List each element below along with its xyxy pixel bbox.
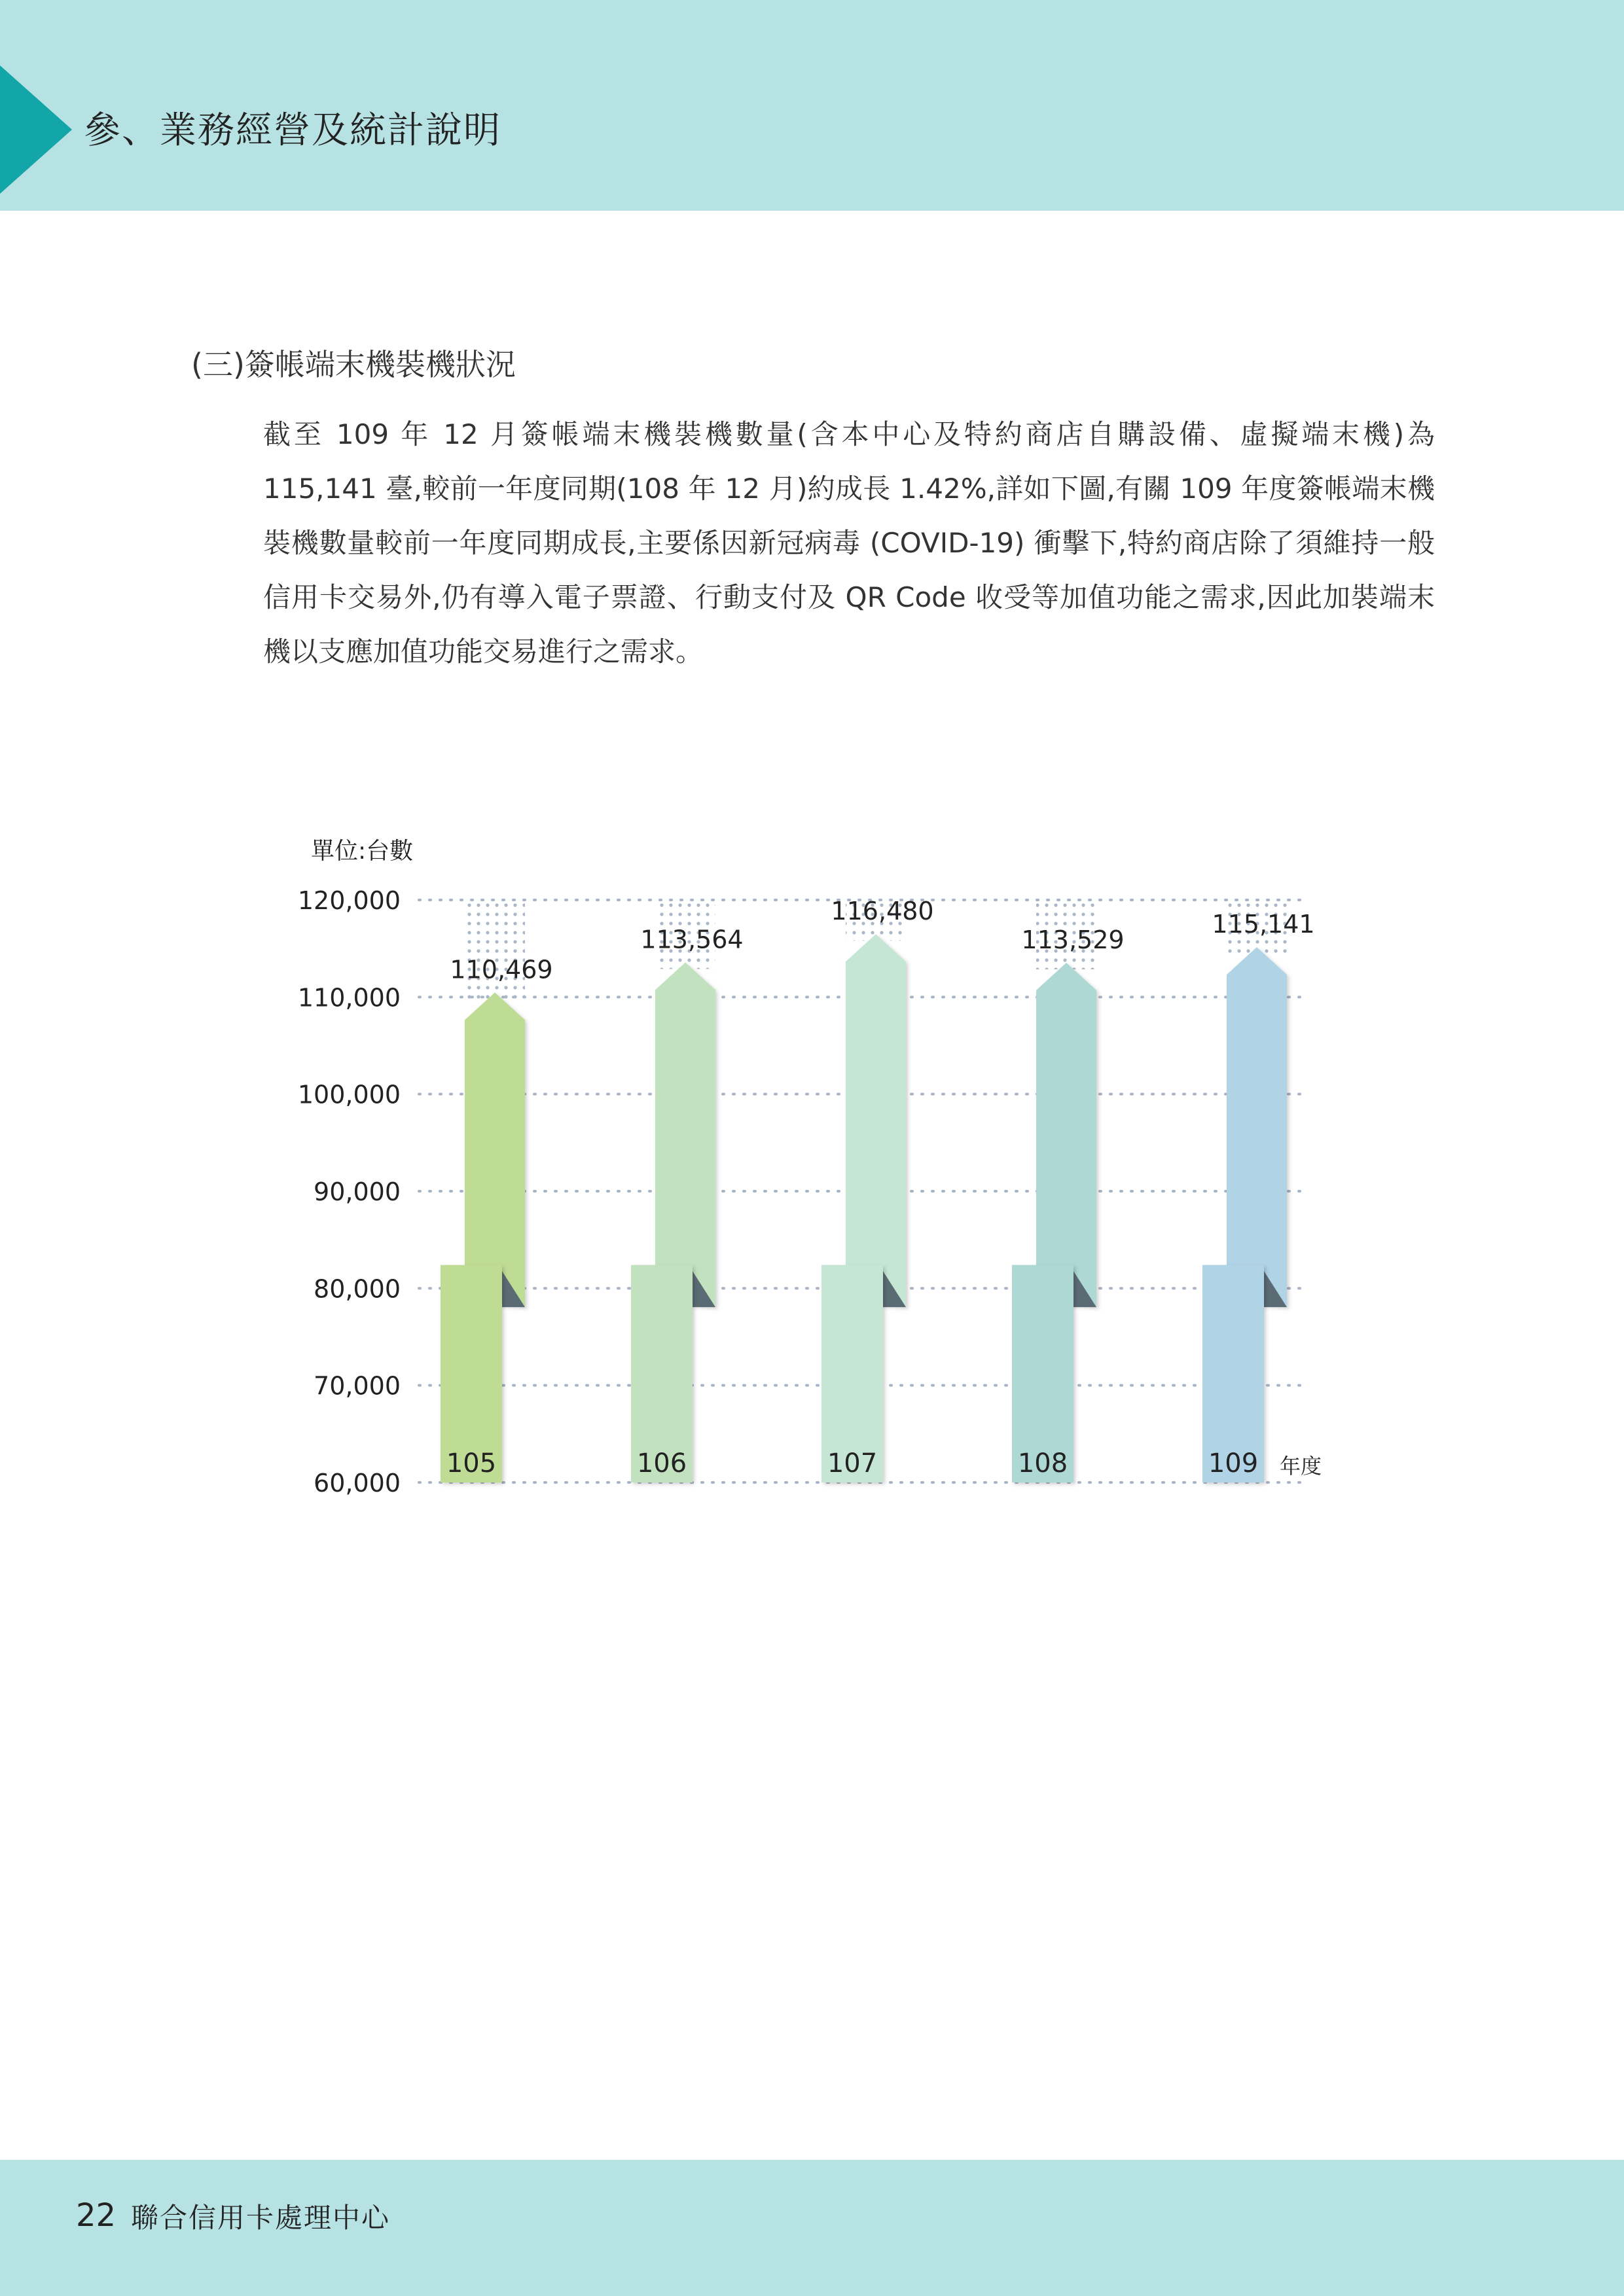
terminal-count-chart [281, 818, 1368, 1505]
y-tick-label: 80,000 [314, 1274, 401, 1304]
value-label: 115,141 [1212, 910, 1315, 939]
chart-svg [281, 818, 1368, 1505]
bar-upper-106 [655, 962, 715, 1307]
y-tick-label: 100,000 [297, 1080, 401, 1109]
value-label: 110,469 [450, 955, 553, 984]
value-label: 113,529 [1021, 925, 1125, 954]
y-unit-label: 單位:台數 [311, 838, 414, 865]
x-category-label: 109 [1208, 1448, 1259, 1479]
y-tick-label: 90,000 [314, 1177, 401, 1206]
x-category-label: 106 [636, 1448, 687, 1479]
y-tick-label: 120,000 [297, 886, 401, 915]
header-arrow-icon [0, 65, 72, 194]
x-category-label: 105 [446, 1448, 497, 1479]
bar-upper-109 [1227, 947, 1287, 1307]
bar-dot-column [465, 900, 525, 999]
page-number: 22 [76, 2197, 117, 2234]
value-label: 116,480 [831, 897, 934, 926]
section-heading: (三)簽帳端末機裝機狀況 [191, 347, 516, 382]
value-label: 113,564 [640, 925, 744, 954]
x-category-label: 108 [1017, 1448, 1068, 1479]
bar-upper-107 [846, 934, 906, 1307]
bar-upper-108 [1036, 963, 1096, 1307]
y-tick-label: 60,000 [314, 1469, 401, 1498]
body-paragraph [263, 407, 1435, 679]
y-tick-label: 70,000 [314, 1371, 401, 1401]
bar-upper-105 [465, 992, 525, 1307]
y-tick-label: 110,000 [297, 983, 401, 1013]
x-unit-label: 年度 [1280, 1454, 1322, 1479]
page-section-title: 參、業務經營及統計說明 [84, 109, 501, 152]
x-category-label: 107 [827, 1448, 878, 1479]
body-paragraph-text: 截至 109 年 12 月簽帳端末機裝機數量(含本中心及特約商店自購設備、虛擬端末機)為 115,141 臺,較前一年度同期(108 年 12 月)約成長 1.42%,詳如下圖,有關 109 年度簽帳端末機裝機數量較前一年度同期成長,主要係因新冠病毒 (COVID-19) 衝擊下,特約商店除了須維持一般信用卡交易外,仍有導入電子票證、行動支付及 QR Code 收受等加值功能之需求,因此加裝端末機以支應加值功能交易進行之需求。 [263, 418, 1435, 668]
footer-organization: 聯合信用卡處理中心 [131, 2202, 391, 2234]
